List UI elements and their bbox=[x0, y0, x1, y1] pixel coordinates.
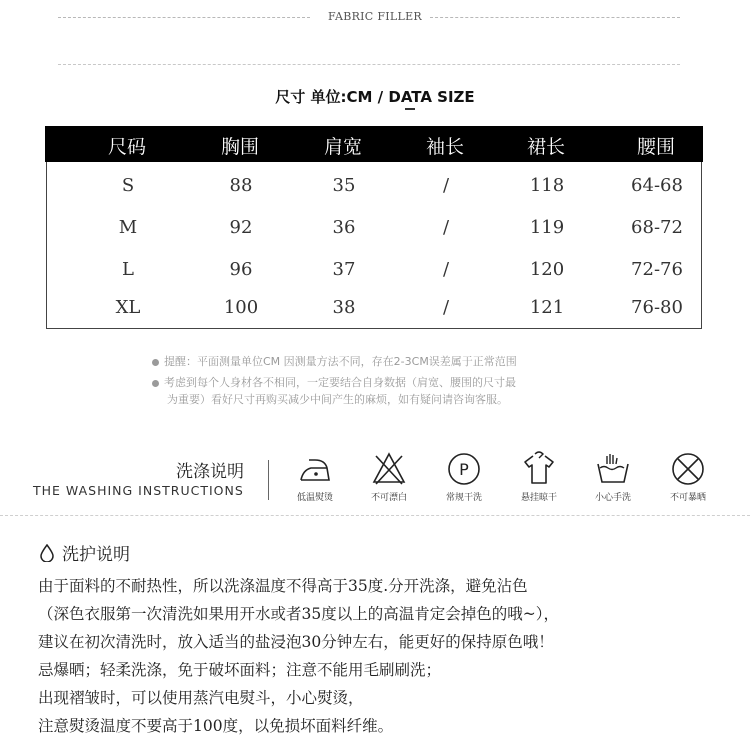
note-body-shape-cont: 为重要）看好尺寸再购买减少中间产生的麻烦，如有疑问请咨询客服。 bbox=[167, 393, 508, 406]
wash-item-hang bbox=[504, 450, 574, 506]
fabric-title: FABRIC FILLER bbox=[327, 10, 423, 23]
table-cell: 118 bbox=[529, 175, 565, 196]
size-section-title: 尺寸 单位:CM / DATA SIZE bbox=[275, 88, 475, 106]
section-divider bbox=[58, 64, 680, 65]
wash-label: 不可暴晒 bbox=[669, 493, 706, 503]
care-line: 出现褶皱时，可以使用蒸汽电熨斗，小心熨烫， bbox=[38, 689, 364, 707]
fabric-title-line-right bbox=[430, 17, 680, 18]
care-line: 建议在初次清洗时，放入适当的盐浸泡30分钟左右，能更好的保持原色哦！ bbox=[38, 633, 554, 651]
header-shoulder: 肩宽 bbox=[323, 136, 362, 158]
table-cell: 92 bbox=[229, 217, 253, 238]
table-cell: 72-76 bbox=[631, 259, 683, 280]
table-cell: 35 bbox=[332, 175, 356, 196]
table-cell: XL bbox=[115, 297, 141, 318]
wash-item-iron bbox=[280, 450, 350, 506]
header-length: 裙长 bbox=[526, 136, 565, 158]
wash-label: 低温熨烫 bbox=[296, 493, 333, 503]
table-cell: / bbox=[442, 217, 450, 238]
wash-label: 常规干洗 bbox=[445, 493, 482, 503]
washing-title-en: THE WASHING INSTRUCTIONS bbox=[33, 483, 244, 498]
table-cell: 120 bbox=[529, 259, 565, 280]
header-bust: 胸围 bbox=[220, 136, 259, 158]
table-cell: 36 bbox=[332, 217, 356, 238]
wash-item-dryclean bbox=[429, 450, 499, 506]
care-title bbox=[40, 540, 130, 565]
header-waist: 腰围 bbox=[636, 136, 675, 158]
note-measurement bbox=[152, 353, 517, 369]
size-table bbox=[45, 126, 703, 330]
no-bleach-icon bbox=[371, 450, 407, 488]
care-line: 注意熨烫温度不要高于100度，以免损坏面料纤维。 bbox=[38, 717, 394, 735]
table-cell: 37 bbox=[332, 259, 356, 280]
note-text: 提醒：平面测量单位CM 因测量方法不同，存在2-3CM误差属于正常范围 bbox=[164, 355, 517, 368]
table-cell: 64-68 bbox=[631, 175, 683, 196]
care-line: 忌爆晒；轻柔洗涤，免于破坏面料；注意不能用毛刷刷洗； bbox=[38, 661, 442, 679]
header-sleeve: 袖长 bbox=[425, 136, 464, 158]
low-temp-iron-icon bbox=[297, 450, 333, 488]
table-cell: 96 bbox=[229, 259, 253, 280]
wash-item-handwash bbox=[578, 450, 648, 506]
dry-clean-p-icon bbox=[446, 450, 482, 488]
care-title-text: 洗护说明 bbox=[62, 545, 130, 565]
wash-item-sun bbox=[653, 450, 723, 506]
size-table-header bbox=[45, 126, 703, 162]
table-cell: / bbox=[442, 297, 450, 318]
hand-wash-icon bbox=[595, 450, 631, 488]
washing-divider bbox=[268, 460, 269, 500]
wash-item-bleach bbox=[354, 450, 424, 506]
table-cell: / bbox=[442, 259, 450, 280]
bullet-icon bbox=[152, 380, 159, 387]
water-drop-icon bbox=[40, 544, 54, 562]
svg-text:P: P bbox=[459, 460, 469, 479]
washing-bottom-divider bbox=[0, 515, 750, 516]
table-cell: 68-72 bbox=[631, 217, 683, 238]
size-table-body bbox=[46, 162, 702, 329]
table-cell: 76-80 bbox=[631, 297, 683, 318]
care-line: 由于面料的不耐热性，所以洗涤温度不得高于35度.分开洗涤，避免沾色 bbox=[38, 577, 528, 595]
table-cell: 38 bbox=[332, 297, 356, 318]
header-size: 尺码 bbox=[107, 136, 146, 158]
no-tumble-dry-icon bbox=[670, 450, 706, 488]
table-cell: S bbox=[121, 175, 135, 196]
table-cell: 121 bbox=[529, 297, 565, 318]
note-body-shape bbox=[152, 374, 516, 390]
wash-label: 悬挂晾干 bbox=[520, 493, 557, 503]
note-text: 考虑到每个人身材各不相同，一定要结合自身数据（肩宽、腰围的尺寸最 bbox=[164, 376, 516, 389]
table-cell: M bbox=[118, 217, 138, 238]
table-cell: 100 bbox=[223, 297, 259, 318]
bullet-icon bbox=[152, 359, 159, 366]
table-cell: / bbox=[442, 175, 450, 196]
size-title-underline bbox=[405, 108, 415, 110]
care-line: （深色衣服第一次清洗如果用开水或者35度以上的高温肯定会掉色的哦~）， bbox=[38, 605, 559, 623]
hang-dry-icon bbox=[521, 450, 557, 488]
table-cell: 119 bbox=[529, 217, 565, 238]
wash-label: 不可漂白 bbox=[370, 493, 407, 503]
wash-label: 小心手洗 bbox=[594, 493, 631, 503]
table-cell: 88 bbox=[229, 175, 253, 196]
washing-title-cn: 洗涤说明 bbox=[176, 462, 244, 482]
table-cell: L bbox=[122, 259, 134, 280]
